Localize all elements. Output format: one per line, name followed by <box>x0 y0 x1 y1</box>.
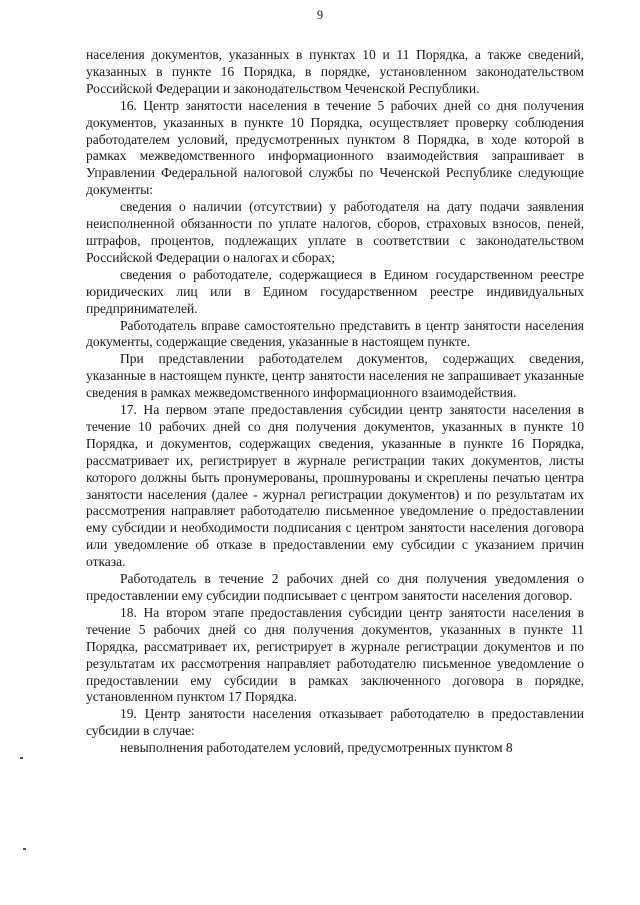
paragraph-registry-info: сведения о работодателе, содержащиеся в Едином государственном реестре юридических лиц или в Едином государственном реестре индивидуальных предпринимателей. <box>86 266 584 316</box>
paragraph-item-16: 16. Центр занятости населения в течение 5 рабочих дней со дня получения документов, указанных в пункте 10 Порядка, осуществляет проверку соблюдения работодателем условий, предусмотренных пунктом 8 Порядка, в ходе которой в рамках межведомственного информационного взаимодействия запрашивает в Управлении Федеральной налоговой службы по Чеченской Республике следующие документы: <box>86 97 584 198</box>
scan-mark <box>20 757 23 759</box>
paragraph-tax-info: сведения о наличии (отсутствии) у работодателя на дату подачи заявления неисполненной обязанности по уплате налогов, сборов, страховых взносов, пеней, штрафов, процентов, подлежащих уплате в соответствии с законодательством Российской Федерации о налогах и сборах; <box>86 199 584 265</box>
paragraph-no-request: При представлении работодателем документов, содержащих сведения, указанные в настоящем пункте, центр занятости населения не запрашивает указанные сведения в рамках межведомственного информационного взаимодействия. <box>86 351 584 401</box>
paragraph-contract-signing: Работодатель в течение 2 рабочих дней со дня получения уведомления о предоставлении ему субсидии подписывает с центром занятости населения договор. <box>86 571 584 603</box>
paragraph-employer-right: Работодатель вправе самостоятельно представить в центр занятости населения документы, содержащие сведения, указанные в настоящем пункте. <box>86 317 584 350</box>
paragraph-continuation: населения документов, указанных в пунктах 10 и 11 Порядка, а также сведений, указанных в пункте 16 Порядка, в порядке, установленном законодательством Российской Федерации и законодательством Чеченской Республики. <box>86 47 584 96</box>
paragraph-item-18: 18. На втором этапе предоставления субсидии центр занятости населения в течение 5 рабочих дней со дня получения документов, указанных в пункте 11 Порядка, рассматривает их, регистрирует в журнале регистрации документов и по результатам их рассмотрения направляет работодателю письменное уведомление о предоставлении ему субсидии в рамках заключенного договора в порядке, установленном пунктом 17 Порядка. <box>86 604 584 705</box>
paragraph-item-19: 19. Центр занятости населения отказывает работодателю в предоставлении субсидии в случае: <box>86 706 584 739</box>
scan-mark <box>23 848 26 850</box>
page-number: 9 <box>316 8 324 22</box>
paragraph-item-17: 17. На первом этапе предоставления субсидии центр занятости населения в течение 10 рабочих дней со дня получения документов, указанных в пункте 10 Порядка, и документов, содержащих сведения, указанные в пункте 16 Порядка, рассматривает их, регистрирует в журнале регистрации таких документов, листы которого должны быть пронумерованы, прошнурованы и скреплены печатью центра занятости населения (далее - журнал регистрации документов) и по результатам их рассмотрения направляет работодателю письменное уведомление о предоставлении ему субсидии и необходимости подписания с центром занятости населения договора или уведомление об отказе в предоставлении ему субсидии с указанием причин отказа. <box>86 402 584 570</box>
document-body <box>86 47 584 757</box>
paragraph-refusal-reason: невыполнения работодателем условий, предусмотренных пунктом 8 <box>120 740 513 756</box>
